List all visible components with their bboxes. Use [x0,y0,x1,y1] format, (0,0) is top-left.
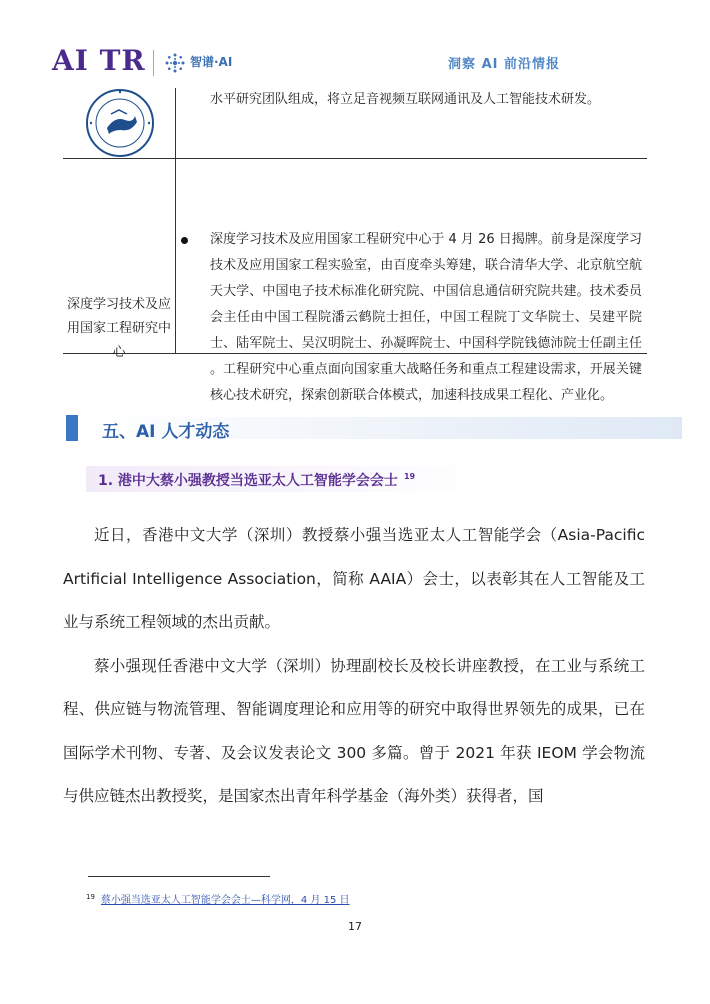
paragraph: 近日，香港中文大学（深圳）教授蔡小强当选亚太人工智能学会（Asia-Pacific Artificial Intelligence Association，简称 AAIA）会士，以表彰其在人工智能及工业与系统工程领域的杰出贡献。 [63,526,645,631]
institution-table [63,88,647,403]
footnote [86,891,350,906]
paragraph: 蔡小强现任香港中文大学（深圳）协理副校长及校长讲座教授，在工业与系统工程、供应链与物流管理、智能调度理论和应用等的研究中取得世界领先的成果，已在国际学术刊物、专著、及会议发表论文 300 多篇。曾于 2021 年获 IEOM 学会物流与供应链杰出教授奖，是国家杰出青年科学基金（海外类）获得者，国 [63,656,645,805]
zhipu-logo-icon [164,52,186,74]
aitr-logo: AI TR [52,44,146,77]
logo-divider [153,50,154,76]
page-number: 17 [348,920,362,933]
bullet-icon [181,237,188,244]
subsection-title-text: 1. 港中大蔡小强教授当选亚太人工智能学会会士 [98,473,398,489]
table-row [63,88,647,159]
subsection-title [98,470,415,490]
footnote-link[interactable]: 蔡小强当选亚太人工智能学会会士—科学网，4 月 15 日 [100,895,350,906]
column-divider [175,88,176,158]
university-seal-icon [85,88,155,158]
article-body [63,514,645,819]
section-accent-bar [66,415,78,441]
section-title: 五、AI 人才动态 [102,422,230,442]
row2-bullet-text: 深度学习技术及应用国家工程研究中心于 4 月 26 日揭牌。前身是深度学习技术及应用国家工程实验室，由百度牵头筹建，联合清华大学、北京航空航天大学、中国电子技术标准化研究院、中国信息通信研究院共建。技术委员会主任由中国工程院潘云鹤院士担任，中国工程院丁文华院士、吴建平院士、陆军院士、吴汉明院士、孙凝晖院士、中国科学院钱德沛院士任副主任 。工程研究中心重点面向国家重大战略任务和重点工程建设需求，开展关键核心技术研究，探索创新联合体模式，加速科技成果工程化、产业化。 [210,232,642,403]
row2-label: 深度学习技术及应用国家工程研究中心 [67,297,172,360]
table-row [63,159,647,403]
footnote-rule [88,876,270,877]
column-divider [175,159,176,353]
section-heading [66,415,682,441]
page-header [0,0,710,90]
footnote-ref[interactable]: 19 [403,472,416,482]
row1-text: 水平研究团队组成，将立足音视频互联网通讯及人工智能技术研发。 [210,92,601,107]
subsection-heading [86,466,486,492]
footnote-number: 19 [86,892,95,901]
brand-name: 智谱·AI [190,55,233,69]
header-tagline: 洞察 AI 前沿情报 [448,57,560,72]
